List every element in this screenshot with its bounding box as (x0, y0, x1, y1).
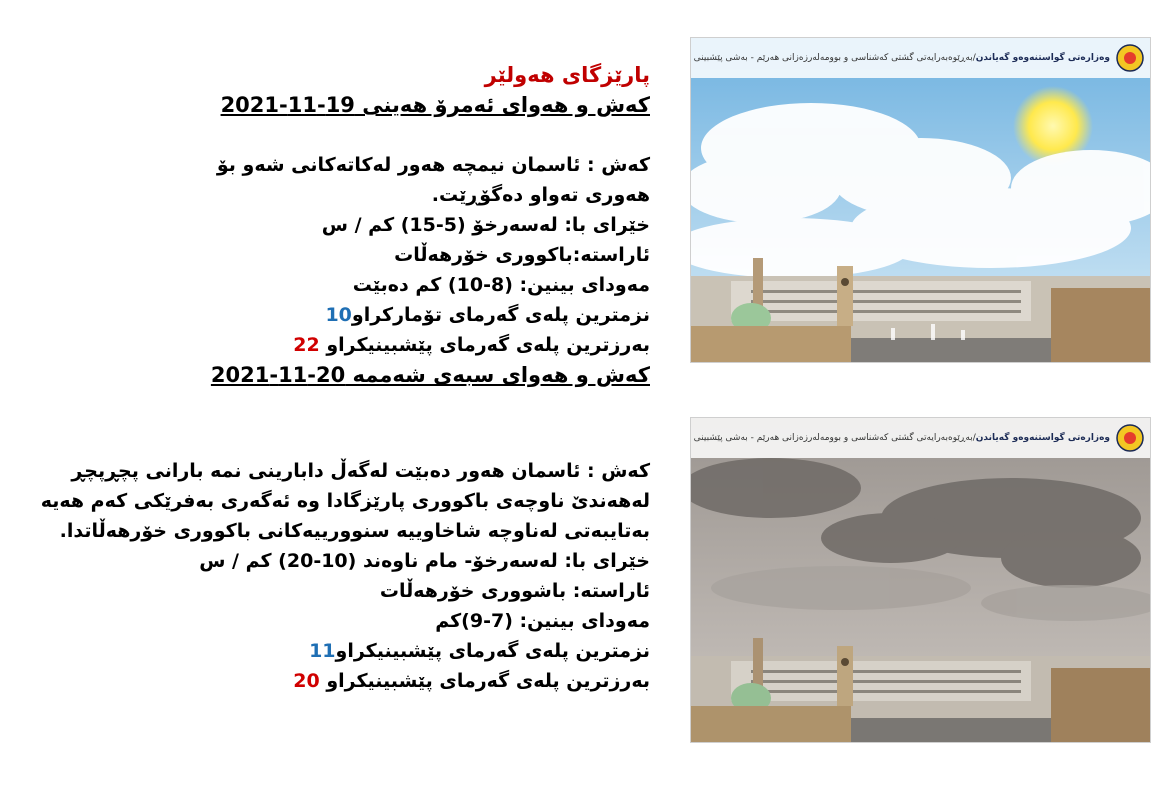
tomorrow-min-value: 11 (309, 640, 336, 662)
tomorrow-direction: ئاراستە: باشووری خۆرهەڵات (379, 580, 650, 602)
sunny-citadel-photo (690, 37, 1151, 363)
today-weather-line1: کەش : ئاسمان نیمچە هەور لەکاتەکانی شەو بۆ (216, 154, 650, 176)
tomorrow-wind: خێرای با: لەسەرخۆ- مام ناوەند (10-20) کم / س (199, 550, 650, 572)
tomorrow-max-value: 20 (293, 670, 320, 692)
tomorrow-max-temp (8, 666, 650, 696)
tomorrow-weather-text: کەش : ئاسمان هەور دەبێت لەگەڵ دابارینی نمە بارانی پچڕپچڕ لەهەندێ ناوچەی باکووری پارێزگادا وە ئەگەری بەفرێکی کەم هەیە بەتایبەتی لەناوچە شاخاوییە سنوورییەکانی باکووری خۆرهەڵاتدا. (40, 460, 650, 542)
banner-separator-2: / (972, 433, 976, 443)
tomorrow-forecast (8, 456, 650, 696)
ministry-banner (691, 38, 1150, 78)
sunny-scene (691, 38, 1150, 362)
cloudy-scene (691, 418, 1150, 742)
today-direction: ئاراستە:باکووری خۆرهەڵات (394, 244, 650, 266)
kurdistan-emblem-icon-2 (1116, 424, 1144, 452)
banner-department-2: بەڕێوەبەرایەتی گشتی کەشناسی و بوومەلەرزەزانی هەرێم - بەشی پێشبینی (693, 433, 973, 443)
banner-department: بەڕێوەبەرایەتی گشتی کەشناسی و بوومەلەرزەزانی هەرێم - بەشی پێشبینی (693, 53, 973, 63)
banner-separator: / (972, 53, 976, 63)
today-wind: خێرای با: لەسەرخۆ (5-15) کم / س (321, 214, 650, 236)
today-max-value: 22 (293, 334, 320, 356)
clock-tower-icon-2 (837, 646, 853, 706)
today-weather-line2: هەوری تەواو دەگۆڕێت. (431, 184, 650, 206)
banner-ministry-2: وەزارەتی گواستنەوەو گەیاندن (975, 433, 1110, 443)
today-min-temp (8, 300, 650, 330)
tomorrow-min-temp (8, 636, 650, 666)
today-min-value: 10 (325, 304, 352, 326)
ministry-banner-2 (691, 418, 1150, 458)
city-title: پارێزگای هەولێر (484, 63, 650, 87)
tomorrow-max-label: بەرزترین پلەی گەرمای پێشبینیکراو (319, 670, 650, 692)
cloudy-citadel-photo (690, 417, 1151, 743)
kurdistan-emblem-icon (1116, 44, 1144, 72)
banner-ministry: وەزارەتی گواستنەوەو گەیاندن (975, 53, 1110, 63)
today-heading: کەش و هەوای ئەمرۆ هەینی 19-11-2021 (220, 93, 650, 117)
today-min-label: نزمترین پلەی گەرمای تۆمارکراو (351, 304, 650, 326)
today-forecast (8, 60, 650, 390)
clock-tower-icon (837, 266, 853, 326)
today-max-temp (8, 330, 650, 360)
tomorrow-visibility: مەودای بینین: (7-9)کم (435, 610, 650, 632)
today-max-label: بەرزترین پلەی گەرمای پێشبینیکراو (319, 334, 650, 356)
today-visibility: مەودای بینین: (8-10) کم دەبێت (352, 274, 650, 296)
tomorrow-min-label: نزمترین پلەی گەرمای پێشبینیکراو (335, 640, 650, 662)
tomorrow-heading: کەش و هەوای سبەی شەممە 20-11-2021 (210, 363, 650, 387)
